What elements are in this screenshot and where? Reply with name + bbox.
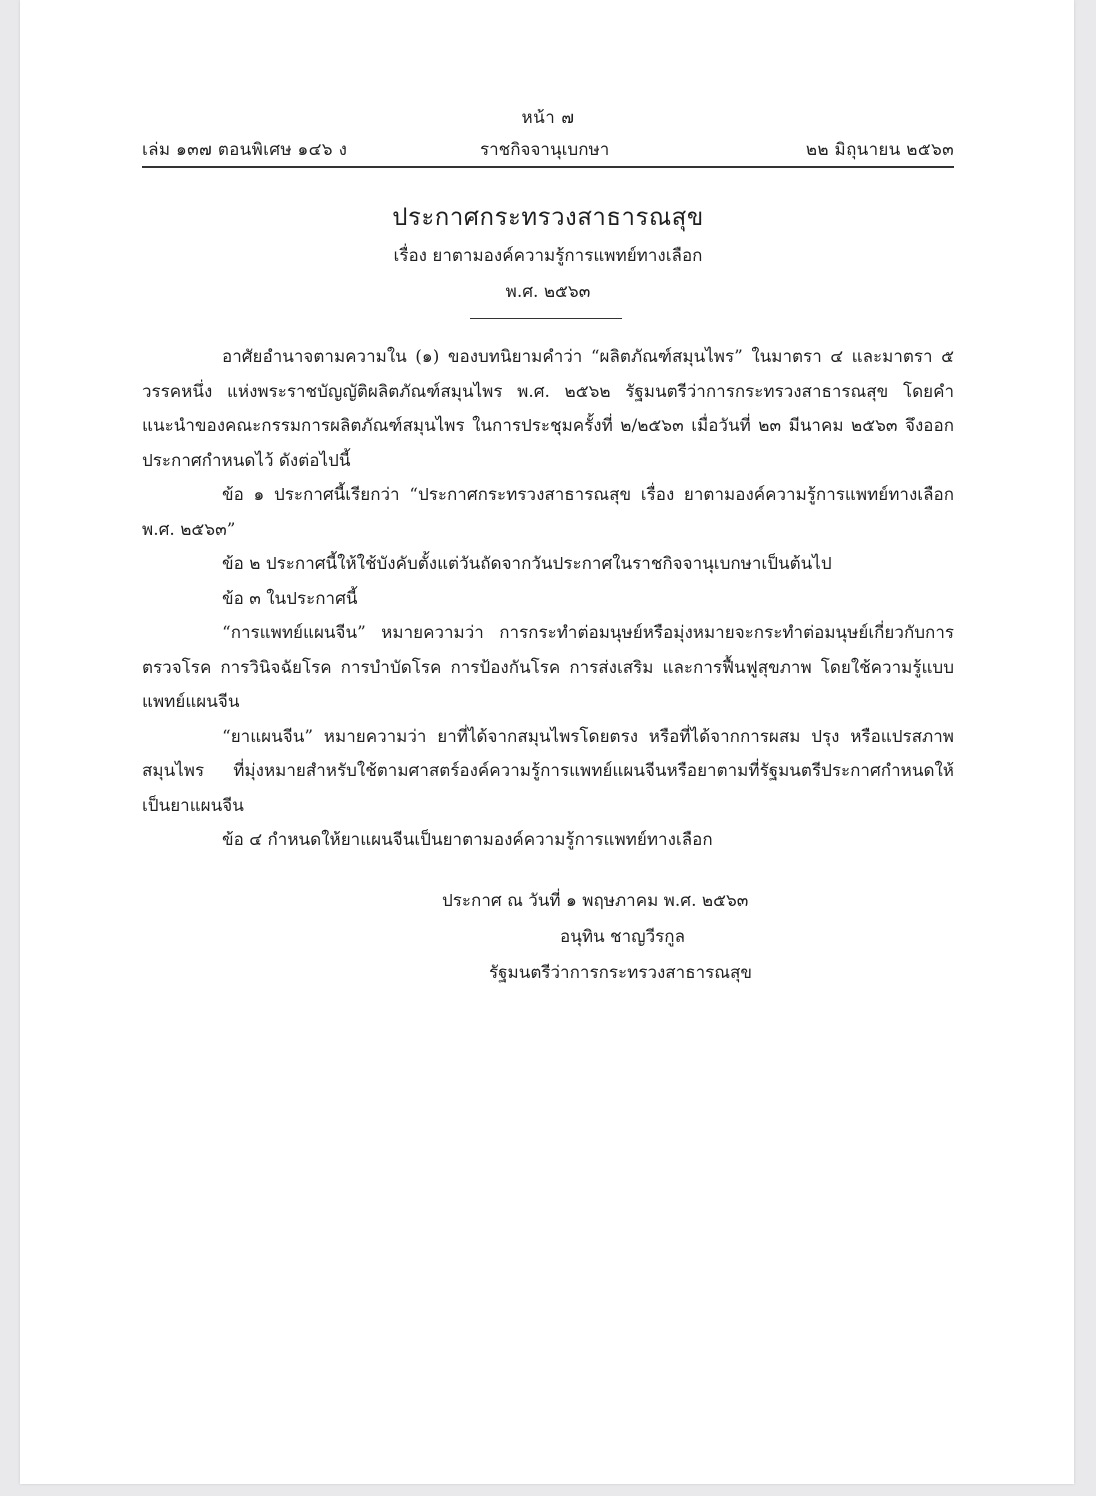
- publication-date: ๒๒ มิถุนายน ๒๕๖๓: [805, 139, 954, 160]
- announcement-date: ประกาศ ณ วันที่ ๑ พฤษภาคม พ.ศ. ๒๕๖๓: [442, 891, 749, 911]
- header-divider: [142, 166, 954, 168]
- title-divider: [470, 318, 622, 319]
- preamble-paragraph: อาศัยอำนาจตามความใน (๑) ของบทนิยามคำว่า “ผลิตภัณฑ์สมุนไพร” ในมาตรา ๔ และมาตรา ๕ วรรคหนึ่ง แห่งพระราชบัญญัติผลิตภัณฑ์สมุนไพร พ.ศ. ๒๕๖๒ รัฐมนตรีว่าการกระทรวงสาธารณสุข โดยคำแนะนำของคณะกรรมการผลิตภัณฑ์สมุนไพร ในการประชุมครั้งที่ ๒/๒๕๖๓ เมื่อวันที่ ๒๓ มีนาคม ๒๕๖๓ จึงออกประกาศกำหนดไว้ ดังต่อไปนี้: [142, 347, 954, 471]
- gazette-header: [142, 136, 954, 162]
- definition-chinese-medicine-drug: “ยาแผนจีน” หมายความว่า ยาที่ได้จากสมุนไพรโดยตรง หรือที่ได้จากการผสม ปรุง หรือแปรสภาพสมุนไพร ที่มุ่งหมายสำหรับใช้ตามศาสตร์องค์ความรู้การแพทย์แผนจีนหรือยาตามที่รัฐมนตรีประกาศกำหนดให้เป็นยาแผนจีน: [142, 726, 954, 816]
- signatory-position: รัฐมนตรีว่าการกระทรวงสาธารณสุข: [489, 963, 753, 983]
- gazette-name: ราชกิจจานุเบกษา: [480, 139, 610, 160]
- document-page: [20, 0, 1074, 1484]
- announcement-year: พ.ศ. ๒๕๖๓: [505, 282, 591, 302]
- signatory-name: อนุทิน ชาญวีรกูล: [560, 927, 686, 947]
- page-number: หน้า ๗: [521, 108, 575, 128]
- clause-1: ข้อ ๑ ประกาศนี้เรียกว่า “ประกาศกระทรวงสาธารณสุข เรื่อง ยาตามองค์ความรู้การแพทย์ทางเลือก พ.ศ. ๒๕๖๓”: [142, 485, 954, 540]
- signature-block: [442, 883, 842, 991]
- announcement-subject: เรื่อง ยาตามองค์ความรู้การแพทย์ทางเลือก: [393, 246, 703, 266]
- announcement-title: ประกาศกระทรวงสาธารณสุข: [392, 203, 704, 231]
- clause-3: ข้อ ๓ ในประกาศนี้: [222, 588, 358, 609]
- volume-info: เล่ม ๑๓๗ ตอนพิเศษ ๑๔๖ ง: [142, 139, 348, 160]
- definition-chinese-medicine-practice: “การแพทย์แผนจีน” หมายความว่า การกระทำต่อมนุษย์หรือมุ่งหมายจะกระทำต่อมนุษย์เกี่ยวกับการตรวจโรค การวินิจฉัยโรค การบำบัดโรค การป้องกันโรค การส่งเสริม และการฟื้นฟูสุขภาพ โดยใช้ความรู้แบบแพทย์แผนจีน: [142, 623, 954, 712]
- clause-4: ข้อ ๔ กำหนดให้ยาแผนจีนเป็นยาตามองค์ความรู้การแพทย์ทางเลือก: [222, 830, 713, 850]
- clause-2: ข้อ ๒ ประกาศนี้ให้ใช้บังคับตั้งแต่วันถัดจากวันประกาศในราชกิจจานุเบกษาเป็นต้นไป: [222, 554, 832, 574]
- announcement-body: [142, 340, 954, 858]
- page-content: [142, 0, 954, 1484]
